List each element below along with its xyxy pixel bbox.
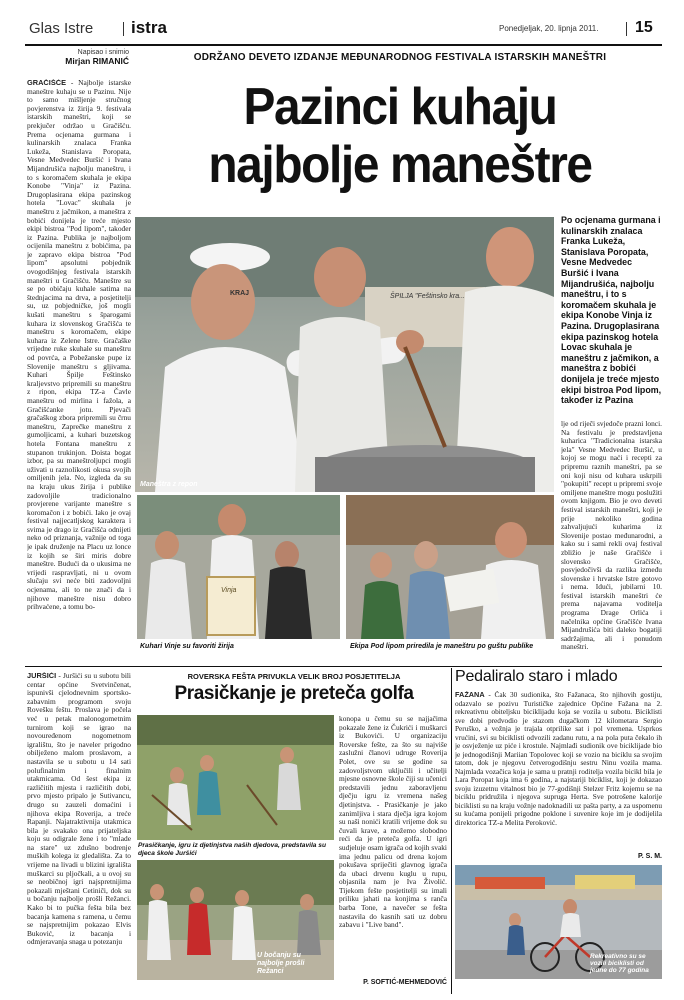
byline-label: Napisao i snimio xyxy=(77,49,129,56)
bike-body-text: - Čak 30 sudionika, što Fažanaca, što njihovih gostiju, odazvalo se pozivu Turističke zajednice Općine Fažana na 2. rekreativnu obiteljsku biciklijadu koja se vozila u subotu. Biciklisti sve dobi predvodio je stazom dugačkom 12 kilometara Sergio Peruško, a vožnja je trajala otprilike sat i pol vremena. Usprkos vrućini, svi su biciklisti odvozili zadanu rutu, a na pola puta čekalo ih je osvježenje uz piće i krostule. Najmlađi sudionik ove biciklijade bio je jednogodišnji Mariian Topolovec koji se vozio na biciklu sa svojim tatom, dok je njegovu četverogodišnju sestru Ninu vozila mama. Najmlađa vozačica koja je sama u pratnji roditelja vozila bicikl bila je Lara Poropat koja ima 6 godina, a najstariji biciklist, koji je dokazao svoju izuzetnu vitalnost bio je 77-godišnji Stelzer Fritz kojemu se na biciklu pridružila i njegova supruga Herta. Sve potrošene kalorije biciklisti su na kraju vožnje nadoknadili uz pašta party, a za uspomenu su kućama ponijeli prigodne poklone i suvenire koje im je dodijelila direktorica TZ-a Melita Peroković. xyxy=(455,691,662,827)
golf-kicker: ROVERSKA FEŠTA PRIVUKLA VELIK BROJ POSJETITELJA xyxy=(187,672,401,681)
golf-left-column xyxy=(27,672,131,992)
main-headline-line2: najbolje maneštre xyxy=(208,136,592,194)
golf-right-column: konopa u čemu su se najjačima pokazale žene iz Čukrići i muškarci iz Bukovići. U organizaciju Roverske fešte, za što su najviše zaslužni članovi udruge Roverija Polet, ove su se godine sa zadovoljstvom uključili i učitelji mjesne osnovne škole čiji su učenici predstavili jednu zaboravljenu dječju igru iz vremena našeg djetinjstva. - Prasičkanje je jako zanimljiva i stara dječja igra kojom su naši nonići kratili vrijeme dok su čuvali krave, a možemo slobodno reći da je preteča golfa. U igri sudjeluje osam igrača od kojih svaki ima jednu palicu od drena kojom pokušava spriječiti glavnog igrača da ubaci drvenu kuglu u rupu, objasnila nam je Iva Živolić. Tijekom fešte posjetitelji su imali priliku jahati na konjima s ranča barba Tone, a navečer se fešta nastavila do kasnih sati uz dobru zabavu i "Live band". xyxy=(339,715,447,930)
photo-biciklijada xyxy=(455,865,662,979)
photo-vinja-caption: Kuhari Vinje su favoriti žirija xyxy=(140,643,234,650)
photo-bocanje xyxy=(137,860,334,980)
main-headline xyxy=(140,78,660,194)
byline-author: Mirjan RIMANIĆ xyxy=(65,56,129,66)
header-rule xyxy=(25,44,662,46)
main-right-column: lje od riječi svjedoče prazni lonci. Na festivalu je predstavljena kuharica "Tradicionalna istarska jela" Vesne Medvedec Buršić, u kojoj se mogu naći i recepti za pripremu raznih maneštri, pa se oni koji nisu od kuhara uskrpili "pokupiti" recept u pripremi svoje omiljene maneštre mogu poslužiti ovom knjigom. Bio je ovo deveti festival istarskih maneštri, koji je prije nekoliko godina zahvaljujući kuharima iz Slovenije postao međunarodni, a kako su i sami rekli ovaj festival zbližio je naše Gračišće i slovensko Gračišće, posvjedočivši da razlika između slovenske i hrvatske Istre gotovo i nema. Idući, jubilarni 10. festival istarskih maneštri će prema najavama voditelja programa Drage Orlića i načelnika općine Gračišće Ivana Mijandrušića biti daleko bogatiji sadržajima, ali i ponudom maneštri. xyxy=(561,420,662,652)
main-left-text: - Najbolje istarske maneštre kuhaju se u Pazinu. Nije to samo mišljenje stručnog povjerenstva iz žirija 9. festivala istarskih maneštri, koji se prekjučer održao u Gračišću. Prema ocjenama gurmana i kulinarskih znalaca Franka Lukeža, Stanislava Poropata, Vesne Medvedec Buršić i Ivana Mijandrušića najbolju maneštru, i to s koromačem skuhala je ekipa Konobe "Vinja" iz Pazina. Drugoplasirana ekipa pazinskog hotela "Lovac" skuhala je maneštru z jačmikon, a maneštra z bobići donijela je treće mjesto ekipi bistroa "Pod lipom", također iz Pazina. Publika je najboljom ocijenila maneštru z bobićima, pa je zapravo ekipa bistroa "Pod lipom" apsolutni pobjednik ovogodišnjeg festivala istarskih maneštri u Gračišću. Maneštre su se po običaju kuhale satima na štednjacima na drva, a posjetitelji su, uz pobjedničke, još mogli kušati maneštru s šparogami kuhara iz slovenskog Gračišća te maneštru s koromačem, ekipe kuhara iz Zelene Istre. Gračaške vrijedne ruke skuhale su maneštru od povrća, a Pobežanske pupe iz Slovenije maneštru s gljivama. Kuhari Špilje Feštinsko kraljevstvo pripremili su maneštru z ripon, ekipa TZ-a Čavle maneštru od mirlina i fažola, a Gračišćanke jotu. Pjevači gračaškog zbora pripremili su črnu maneštru, Zaprečke maneštru z gumoljicami, a kuhari buzetskog hotela Fontana maneštru z stupanon trukinjon. Doista bogat izbor, pa su maneštroljupci mogli uživati u raznolikosti okusa svojih omiljenih jela. No, izgleda da su na kraju ukus žirija i publike zadovoljile tradicionalno provjerene varijante maneštre s koromačon i z bobići. Iako je ovaj festival najjecatljskog karaktera i svima je drago iz Gračišća odnijeti neko od priznanja, važnije od toga je ipak druženje na Placu uz lonce iz kojih se širi miris dobre maneštre. Budući da o ukusima ne vrijedi raspravljati, ni u ovom slučaju svi neće biti zadovoljni ocjenama, ali to ne znači da i njihove maneštre nisu dobro prihvaćene, a tomu bo- xyxy=(27,79,131,612)
main-kicker: ODRŽANO DEVETO IZDANJE MEĐUNARODNOG FESTIVALA ISTARSKIH MANEŠTRI xyxy=(193,52,607,63)
photo-biciklijada-caption: Rekreativno su se vozili biciklisti od jedne do 77 godina xyxy=(590,953,649,975)
section-name-istra: istra xyxy=(131,18,167,37)
main-lead-place: GRAČIŠĆE xyxy=(27,79,67,87)
main-left-column xyxy=(27,79,131,641)
section-divider-rule xyxy=(25,666,662,667)
page-header xyxy=(25,14,662,44)
photo-prasickanje-art xyxy=(137,715,334,840)
bike-body xyxy=(455,691,662,855)
photo-pod-lipom-caption: Ekipa Pod lipom priredila je maneštru po guštu publike xyxy=(350,643,534,650)
main-photo-art xyxy=(135,217,554,492)
photo-pod-lipom-art xyxy=(346,495,554,639)
photo-bocanje-caption: U bočanju su najbolje prošli Režanci xyxy=(257,952,305,975)
golf-lead-place: JURŠIĆI xyxy=(27,672,57,680)
main-photo-caption: Maneštra z repon xyxy=(140,481,198,488)
photo-prasickanje-caption: Prasičkanje, igru iz djetinjstva naših djedova, predstavila su djeca škole Juršići xyxy=(138,842,326,857)
bike-headline: Pedaliralo staro i mlado xyxy=(455,668,618,685)
bike-author: P. S. M. xyxy=(638,853,662,860)
diploma-text: Vinja xyxy=(221,587,237,594)
main-headline-line1: Pazinci kuhaju xyxy=(243,78,557,136)
photo-pod-lipom xyxy=(346,495,554,639)
section-name-glas-istre: Glas Istre xyxy=(29,20,94,37)
pot-label: KRAJ xyxy=(230,290,250,297)
photo-vinja-cooks-art xyxy=(137,495,340,639)
photo-prasickanje xyxy=(137,715,334,840)
main-sidebar-lead: Po ocjenama gurmana i kulinarskih znalaca Franka Lukeža, Stanislava Poropata, Vesne Medvedec Buršić i Ivana Mijandrušića, najbolju maneštru, i to s koromačem skuhala je ekipa Konobe Vinja iz Pazina. Drugoplasirana ekipa pazinskog hotela Lovac skuhala je maneštru z jačmikon, a maneštra z bobići donijela je treće mjesto ekipi bistroa Pod lipom, također iz Pazina xyxy=(561,215,662,406)
photo-vinja-cooks xyxy=(137,495,340,639)
golf-left-text: - Juršići su u subotu bili centar općine Svetvinčenat, ispunivši cjelodnevnim sportsko-zabavnim programom svoju Rovešku feštu. Proslava je počela već u petak malonogometnim turnirom koji se igrao na novouređenom nogometnom igralištu, što je naveler prigodno obilježeno malom proslavom, a nastavila se u subotu u 14 sati polufinalnim i finalnim utakmicama. Od šest ekipa iz različitih mjesta i različitih dobi, prvo mjesto pripalo je Sutivancu, drugo su zauzeli domaćini i njihova ekipa Roverija, a treće Rapanji. Najatraktivnija utakmica bila je svakako ona prijateljska koju su odigrale žene i to "mlade na stare" uz zdušno bodrenje muških kolega iz gledališta. Za to vrijeme na livadi u blizini igrališta muškarci su pljočkali, a u ovoj su se neobičnoj igri najspretnijima pokazali mještani Cetiniči, dok su u bočanju najbolje prošli Režanci. Kako bi to pučka fešta bila bez bacanja kamena s ramena, u čemu se najspretnijim pokazao Elvis Buković, iz bacanja i odmjeravanja snaga u potezanju xyxy=(27,672,131,947)
bike-story-divider xyxy=(451,668,452,994)
section-divider xyxy=(123,22,124,36)
bike-lead-place: FAŽANA xyxy=(455,691,485,699)
issue-date: Ponedjeljak, 20. lipnja 2011. xyxy=(499,24,599,33)
page-number-divider xyxy=(626,22,627,36)
sign-text: ŠPILJA "Feštinsko kra... xyxy=(390,293,465,300)
main-photo xyxy=(135,217,554,492)
golf-headline: Prasičkanje je preteča golfa xyxy=(174,683,414,704)
byline xyxy=(29,49,129,66)
page-number: 15 xyxy=(635,19,653,36)
golf-author: P. SOFTIĆ-MEHMEDOVIĆ xyxy=(363,979,447,986)
